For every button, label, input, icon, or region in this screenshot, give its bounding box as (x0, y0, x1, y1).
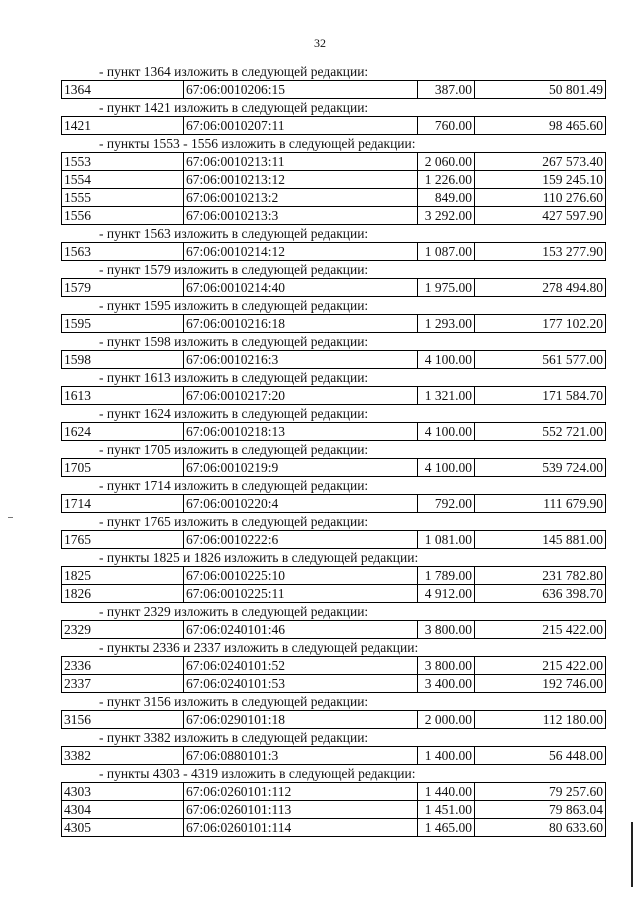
area-cell: 1 975.00 (418, 279, 475, 297)
area-cell: 1 321.00 (418, 387, 475, 405)
table-row (62, 567, 606, 585)
item-number-cell: 1563 (62, 243, 184, 261)
value-cell: 231 782.80 (475, 567, 606, 585)
item-number-cell: 4303 (62, 783, 184, 801)
cadastral-number-cell: 67:06:0010214:12 (184, 243, 418, 261)
value-cell: 215 422.00 (475, 621, 606, 639)
value-cell: 177 102.20 (475, 315, 606, 333)
cadastral-number-cell: 67:06:0010225:11 (184, 585, 418, 603)
cadastral-number-cell: 67:06:0010217:20 (184, 387, 418, 405)
item-number-cell: 2329 (62, 621, 184, 639)
value-cell: 79 257.60 (475, 783, 606, 801)
value-cell: 427 597.90 (475, 207, 606, 225)
table-row (62, 747, 606, 765)
area-cell: 792.00 (418, 495, 475, 513)
area-cell: 3 400.00 (418, 675, 475, 693)
item-number-cell: 1553 (62, 153, 184, 171)
value-cell: 111 679.90 (475, 495, 606, 513)
table-row (62, 117, 606, 135)
area-cell: 1 400.00 (418, 747, 475, 765)
section-heading: - пункт 1364 изложить в следующей редакции: (99, 64, 369, 79)
area-cell: 1 226.00 (418, 171, 475, 189)
area-cell: 4 912.00 (418, 585, 475, 603)
item-number-cell: 4304 (62, 801, 184, 819)
item-number-cell: 1421 (62, 117, 184, 135)
table-row (62, 801, 606, 819)
item-number-cell: 1714 (62, 495, 184, 513)
cadastral-number-cell: 67:06:0010213:3 (184, 207, 418, 225)
item-number-cell: 1364 (62, 81, 184, 99)
cadastral-number-cell: 67:06:0010206:15 (184, 81, 418, 99)
item-number-cell: 1579 (62, 279, 184, 297)
parcel-table (61, 386, 606, 405)
value-cell: 110 276.60 (475, 189, 606, 207)
table-row (62, 387, 606, 405)
section-heading: - пункт 1613 изложить в следующей редакции: (99, 370, 369, 385)
parcel-table (61, 242, 606, 261)
table-row (62, 495, 606, 513)
cadastral-number-cell: 67:06:0010207:11 (184, 117, 418, 135)
value-cell: 552 721.00 (475, 423, 606, 441)
section-heading: - пункты 4303 - 4319 изложить в следующей редакции: (99, 766, 416, 781)
section-heading: - пункт 3156 изложить в следующей редакции: (99, 694, 369, 709)
parcel-table (61, 278, 606, 297)
parcel-table (61, 620, 606, 639)
area-cell: 387.00 (418, 81, 475, 99)
value-cell: 539 724.00 (475, 459, 606, 477)
area-cell: 1 440.00 (418, 783, 475, 801)
area-cell: 3 800.00 (418, 657, 475, 675)
item-number-cell: 4305 (62, 819, 184, 837)
table-row (62, 711, 606, 729)
parcel-table (61, 656, 606, 693)
item-number-cell: 1624 (62, 423, 184, 441)
cadastral-number-cell: 67:06:0010216:3 (184, 351, 418, 369)
item-number-cell: 1765 (62, 531, 184, 549)
area-cell: 849.00 (418, 189, 475, 207)
table-row (62, 351, 606, 369)
value-cell: 80 633.60 (475, 819, 606, 837)
area-cell: 4 100.00 (418, 459, 475, 477)
cadastral-number-cell: 67:06:0880101:3 (184, 747, 418, 765)
table-row (62, 423, 606, 441)
item-number-cell: 3156 (62, 711, 184, 729)
value-cell: 56 448.00 (475, 747, 606, 765)
section-heading: - пункт 1624 изложить в следующей редакции: (99, 406, 369, 421)
parcel-table (61, 782, 606, 837)
cadastral-number-cell: 67:06:0260101:113 (184, 801, 418, 819)
section-heading: - пункт 3382 изложить в следующей редакции: (99, 730, 369, 745)
cadastral-number-cell: 67:06:0010225:10 (184, 567, 418, 585)
table-row (62, 189, 606, 207)
parcel-table (61, 314, 606, 333)
area-cell: 3 800.00 (418, 621, 475, 639)
item-number-cell: 3382 (62, 747, 184, 765)
parcel-table (61, 494, 606, 513)
cadastral-number-cell: 67:06:0240101:52 (184, 657, 418, 675)
area-cell: 4 100.00 (418, 351, 475, 369)
value-cell: 98 465.60 (475, 117, 606, 135)
cadastral-number-cell: 67:06:0010219:9 (184, 459, 418, 477)
area-cell: 1 465.00 (418, 819, 475, 837)
cadastral-number-cell: 67:06:0260101:114 (184, 819, 418, 837)
parcel-table (61, 566, 606, 603)
section-heading: - пункт 1714 изложить в следующей редакции: (99, 478, 369, 493)
parcel-table (61, 350, 606, 369)
parcel-table (61, 458, 606, 477)
value-cell: 50 801.49 (475, 81, 606, 99)
value-cell: 192 746.00 (475, 675, 606, 693)
item-number-cell: 1825 (62, 567, 184, 585)
item-number-cell: 1613 (62, 387, 184, 405)
area-cell: 1 081.00 (418, 531, 475, 549)
section-heading: - пункт 1595 изложить в следующей редакции: (99, 298, 369, 313)
cadastral-number-cell: 67:06:0260101:112 (184, 783, 418, 801)
table-row (62, 621, 606, 639)
section-heading: - пункт 1421 изложить в следующей редакции: (99, 100, 369, 115)
value-cell: 215 422.00 (475, 657, 606, 675)
cadastral-number-cell: 67:06:0240101:53 (184, 675, 418, 693)
value-cell: 278 494.80 (475, 279, 606, 297)
area-cell: 1 293.00 (418, 315, 475, 333)
item-number-cell: 1554 (62, 171, 184, 189)
cadastral-number-cell: 67:06:0010216:18 (184, 315, 418, 333)
area-cell: 1 789.00 (418, 567, 475, 585)
cadastral-number-cell: 67:06:0010220:4 (184, 495, 418, 513)
cadastral-number-cell: 67:06:0010213:12 (184, 171, 418, 189)
parcel-table (61, 710, 606, 729)
cadastral-number-cell: 67:06:0010213:11 (184, 153, 418, 171)
area-cell: 760.00 (418, 117, 475, 135)
parcel-table (61, 746, 606, 765)
item-number-cell: 2336 (62, 657, 184, 675)
table-row (62, 675, 606, 693)
table-row (62, 207, 606, 225)
parcel-table (61, 530, 606, 549)
item-number-cell: 1595 (62, 315, 184, 333)
value-cell: 159 245.10 (475, 171, 606, 189)
item-number-cell: 2337 (62, 675, 184, 693)
table-row (62, 81, 606, 99)
section-heading: - пункт 2329 изложить в следующей редакции: (99, 604, 369, 619)
value-cell: 267 573.40 (475, 153, 606, 171)
section-heading: - пункт 1705 изложить в следующей редакции: (99, 442, 369, 457)
value-cell: 79 863.04 (475, 801, 606, 819)
area-cell: 3 292.00 (418, 207, 475, 225)
section-heading: - пункт 1579 изложить в следующей редакции: (99, 262, 369, 277)
table-row (62, 783, 606, 801)
table-row (62, 531, 606, 549)
value-cell: 561 577.00 (475, 351, 606, 369)
table-row (62, 585, 606, 603)
section-heading: - пункты 2336 и 2337 изложить в следующей редакции: (99, 640, 419, 655)
cadastral-number-cell: 67:06:0010218:13 (184, 423, 418, 441)
area-cell: 2 000.00 (418, 711, 475, 729)
cadastral-number-cell: 67:06:0240101:46 (184, 621, 418, 639)
parcel-table (61, 422, 606, 441)
item-number-cell: 1705 (62, 459, 184, 477)
item-number-cell: 1556 (62, 207, 184, 225)
table-row (62, 171, 606, 189)
cadastral-number-cell: 67:06:0010214:40 (184, 279, 418, 297)
item-number-cell: 1826 (62, 585, 184, 603)
item-number-cell: 1555 (62, 189, 184, 207)
area-cell: 2 060.00 (418, 153, 475, 171)
value-cell: 112 180.00 (475, 711, 606, 729)
table-row (62, 279, 606, 297)
table-row (62, 459, 606, 477)
section-heading: - пункты 1553 - 1556 изложить в следующей редакции: (99, 136, 416, 151)
section-heading: - пункт 1598 изложить в следующей редакции: (99, 334, 369, 349)
document-body (61, 63, 606, 837)
value-cell: 145 881.00 (475, 531, 606, 549)
value-cell: 171 584.70 (475, 387, 606, 405)
table-row (62, 819, 606, 837)
parcel-table (61, 116, 606, 135)
table-row (62, 657, 606, 675)
section-heading: - пункты 1825 и 1826 изложить в следующей редакции: (99, 550, 419, 565)
table-row (62, 315, 606, 333)
table-row (62, 153, 606, 171)
parcel-table (61, 152, 606, 225)
cadastral-number-cell: 67:06:0010213:2 (184, 189, 418, 207)
margin-scan-line (631, 822, 633, 887)
parcel-table (61, 80, 606, 99)
area-cell: 1 087.00 (418, 243, 475, 261)
page-number: 32 (314, 36, 326, 50)
scan-mark (8, 517, 13, 518)
area-cell: 1 451.00 (418, 801, 475, 819)
section-heading: - пункт 1563 изложить в следующей редакции: (99, 226, 369, 241)
area-cell: 4 100.00 (418, 423, 475, 441)
value-cell: 636 398.70 (475, 585, 606, 603)
section-heading: - пункт 1765 изложить в следующей редакции: (99, 514, 369, 529)
cadastral-number-cell: 67:06:0290101:18 (184, 711, 418, 729)
cadastral-number-cell: 67:06:0010222:6 (184, 531, 418, 549)
value-cell: 153 277.90 (475, 243, 606, 261)
table-row (62, 243, 606, 261)
item-number-cell: 1598 (62, 351, 184, 369)
